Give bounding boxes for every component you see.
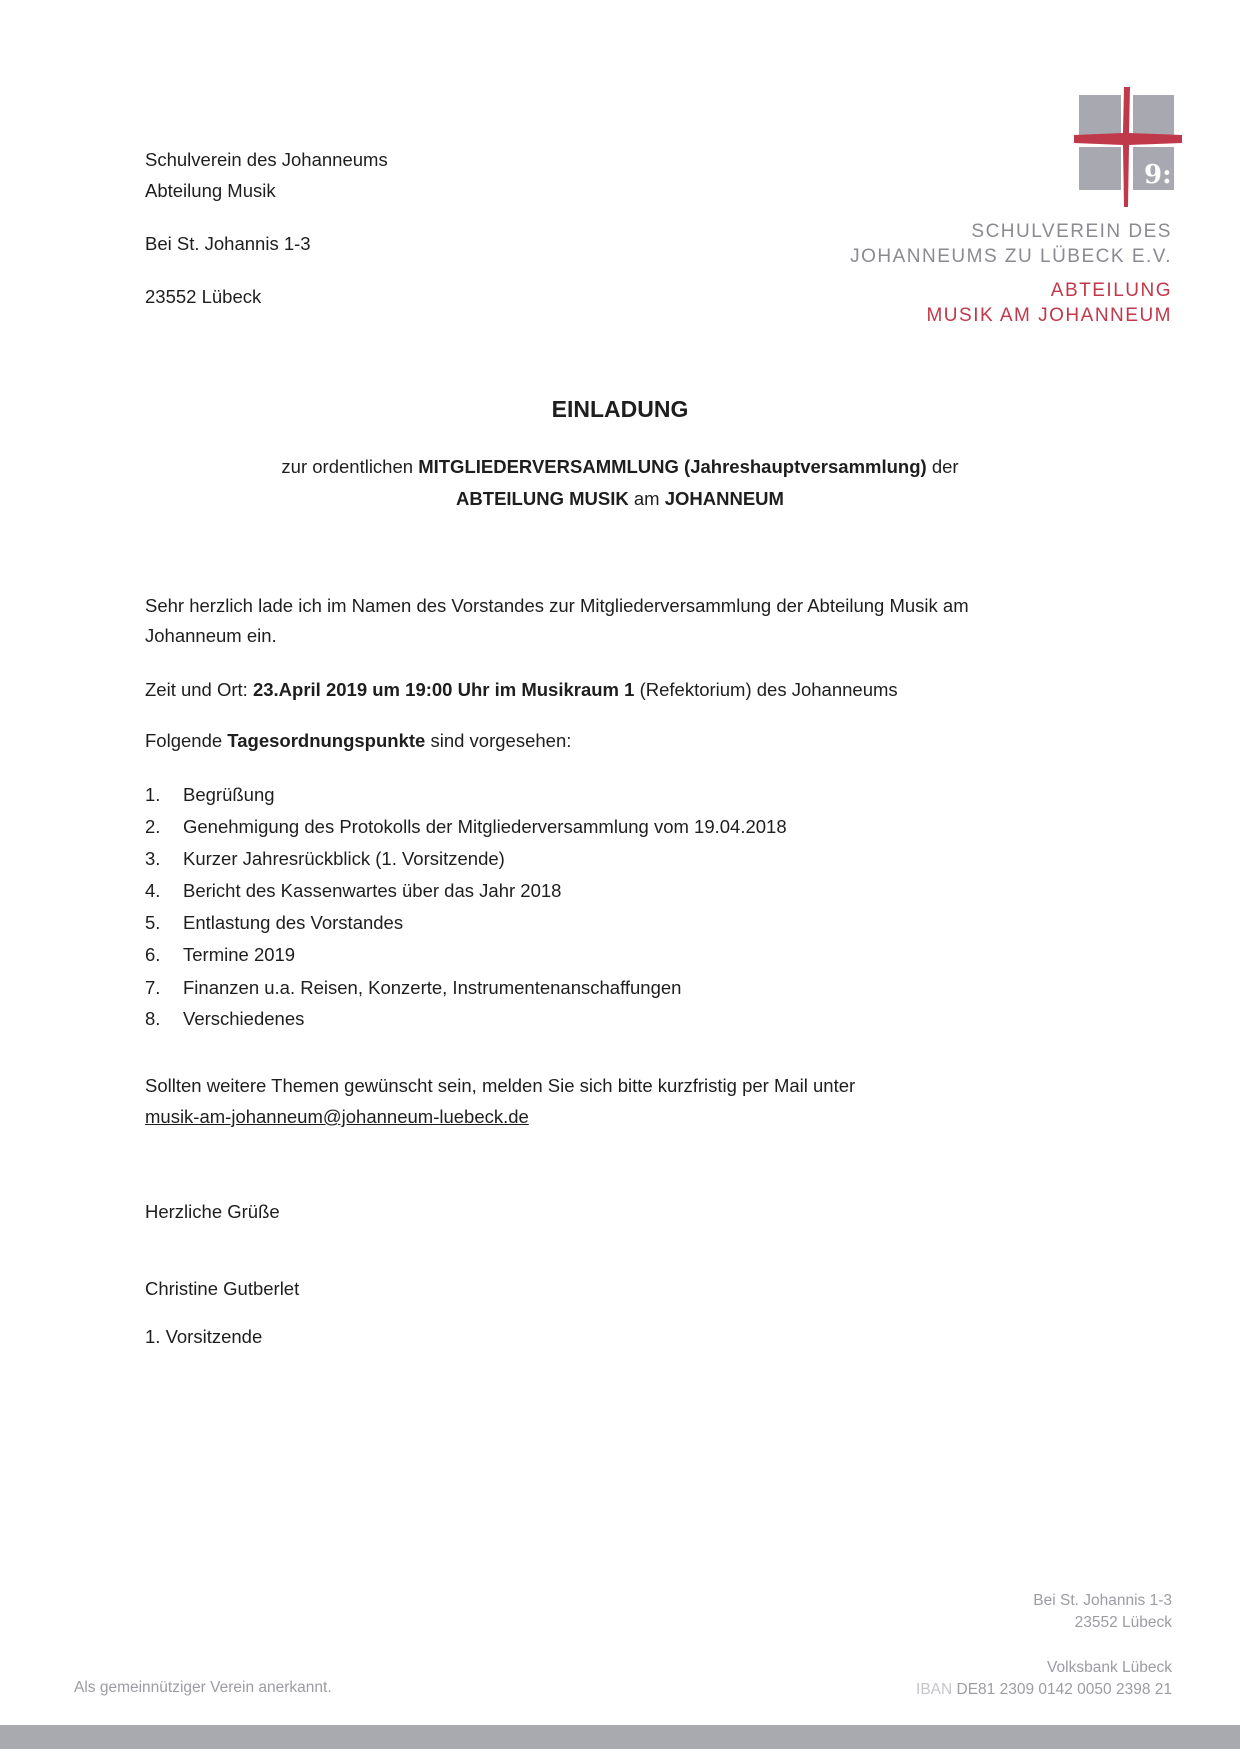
agenda-item-number: 7. [145,977,161,998]
agenda-pre: Folgende [145,730,228,751]
agenda-item-text: Entlastung des Vorstandes [183,912,404,933]
logo-text-line2: JOHANNEUMS ZU LÜBECK E.V. [850,246,1172,267]
intro-line1: Sehr herzlich lade ich im Namen des Vorstandes zur Mitgliederversammlung der Abteilung Musik am [145,595,969,616]
agenda-item-text: Verschiedenes [183,1008,305,1029]
page-title: EINLADUNG [551,396,689,422]
agenda-item-number: 1. [145,784,161,805]
subtitle-line2 [0,487,1240,511]
agenda-item-text: Bericht des Kassenwartes über das Jahr 2018 [183,880,562,901]
logo-text-line1: SCHULVEREIN DES [971,221,1172,242]
signer-name: Christine Gutberlet [145,1278,300,1299]
subtitle-mid: am [628,488,665,509]
logo-text-line4: MUSIK AM JOHANNEUM [926,305,1172,326]
agenda-item [145,815,787,839]
svg-text:9:: 9: [1144,160,1172,190]
intro-line2: Johanneum ein. [145,625,277,646]
agenda-item-number: 3. [145,848,161,869]
time-label: Zeit und Ort: [145,679,253,700]
agenda-item [145,847,505,871]
agenda-item-number: 8. [145,1008,161,1029]
email-link[interactable]: musik-am-johanneum@johanneum-luebeck.de [145,1106,529,1127]
iban-value: DE81 2309 0142 0050 2398 21 [952,1681,1172,1698]
iban-label: IBAN [916,1681,953,1698]
agenda-item [145,879,561,903]
subtitle-bold1: MITGLIEDERVERSAMMLUNG (Jahreshauptversammlung) [418,456,927,477]
greeting: Herzliche Grüße [145,1201,280,1222]
subtitle-post: der [926,456,959,477]
agenda-item-text: Genehmigung des Protokolls der Mitgliederversammlung vom 19.04.2018 [183,816,787,837]
sender-department: Abteilung Musik [145,180,276,201]
sender-city: 23552 Lübeck [145,286,262,307]
logo-text-line3: ABTEILUNG [1050,280,1172,301]
agenda-item [145,943,295,967]
subtitle-bold3: JOHANNEUM [664,488,784,509]
footer-city: 23552 Lübeck [1074,1614,1172,1631]
agenda-item-text: Kurzer Jahresrückblick (1. Vorsitzende) [183,848,505,869]
agenda-item [145,911,403,935]
time-value: 23.April 2019 um 19:00 Uhr im Musikraum 1 [252,679,635,700]
topics-text: Sollten weitere Themen gewünscht sein, melden Sie sich bitte kurzfristig per Mail unter [145,1075,856,1096]
signer-role: 1. Vorsitzende [145,1326,263,1347]
footer-note: Als gemeinnütziger Verein anerkannt. [74,1679,332,1696]
subtitle-pre: zur ordentlichen [281,456,419,477]
footer-street: Bei St. Johannis 1-3 [1033,1592,1172,1609]
agenda-intro [145,729,571,753]
place-value: (Refektorium) des Johanneums [634,679,898,700]
time-place [145,678,898,702]
agenda-item-text: Finanzen u.a. Reisen, Konzerte, Instrumentenanschaffungen [183,977,682,998]
agenda-bold: Tagesordnungspunkte [227,730,426,751]
agenda-item-number: 6. [145,944,161,965]
agenda-item [145,1007,304,1031]
logo-cross-icon [1072,85,1184,210]
email-link-wrap [145,1105,529,1129]
footer-bar [0,1725,1240,1749]
sender-name: Schulverein des Johanneums [145,149,388,170]
sender-street: Bei St. Johannis 1-3 [145,233,311,254]
agenda-item-number: 2. [145,816,161,837]
subtitle-bold2: ABTEILUNG MUSIK [456,488,629,509]
agenda-item-number: 4. [145,880,161,901]
footer-bank: Volksbank Lübeck [1047,1659,1172,1676]
agenda-post: sind vorgesehen: [425,730,572,751]
agenda-item-text: Termine 2019 [183,944,296,965]
footer-iban-line [916,1680,1172,1700]
agenda-item-text: Begrüßung [183,784,275,805]
agenda-item-number: 5. [145,912,161,933]
agenda-item [145,783,275,807]
subtitle-line1 [0,455,1240,479]
agenda-item [145,976,681,1000]
